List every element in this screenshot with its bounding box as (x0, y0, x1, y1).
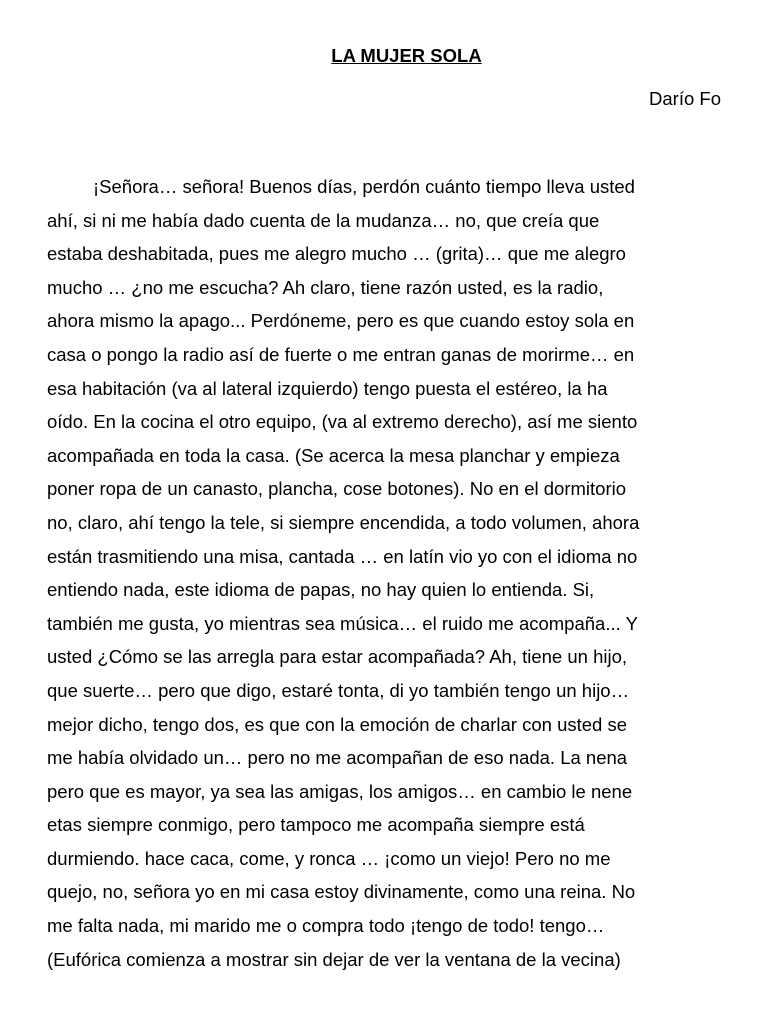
paragraph-line: no, claro, ahí tengo la tele, si siempre encendida, a todo volumen, ahora (47, 511, 640, 533)
paragraph-line: esa habitación (va al lateral izquierdo) tengo puesta el estéreo, la ha (47, 377, 608, 399)
paragraph-line: durmiendo. hace caca, come, y ronca … ¡como un viejo! Pero no me (47, 847, 611, 869)
paragraph-line: también me gusta, yo mientras sea música… el ruido me acompaña... Y (47, 612, 638, 634)
paragraph-line: etas siempre conmigo, pero tampoco me acompaña siempre está (47, 814, 585, 836)
paragraph-line: están trasmitiendo una misa, cantada … en latín vio yo con el idioma no (47, 545, 638, 567)
paragraph-line: casa o pongo la radio así de fuerte o me entran ganas de morirme… en (47, 343, 635, 365)
paragraph-line: me falta nada, mi marido me o compra todo ¡tengo de todo! tengo… (47, 915, 605, 937)
paragraph-line: (Eufórica comienza a mostrar sin dejar de ver la ventana de la vecina) (47, 948, 621, 970)
paragraph-line: que suerte… pero que digo, estaré tonta, di yo también tengo un hijo… (47, 679, 630, 701)
document-author: Darío Fo (649, 88, 721, 109)
paragraph-line: acompañada en toda la casa. (Se acerca la mesa planchar y empieza (47, 444, 620, 466)
paragraph-line: poner ropa de un canasto, plancha, cose botones). No en el dormitorio (47, 478, 627, 500)
paragraph-line: me había olvidado un… pero no me acompañan de eso nada. La nena (47, 747, 628, 769)
paragraph-line: oído. En la cocina el otro equipo, (va al extremo derecho), así me siento (47, 411, 638, 433)
paragraph-line: pero que es mayor, ya sea las amigas, los amigos… en cambio le nene (47, 780, 633, 802)
paragraph-line: ahí, si ni me había dado cuenta de la mudanza… no, que creía que (47, 209, 600, 231)
paragraph-line: mejor dicho, tengo dos, es que con la emoción de charlar con usted se (47, 713, 628, 735)
paragraph-line: ¡Señora… señora! Buenos días, perdón cuánto tiempo lleva usted (93, 176, 635, 197)
paragraph-line: quejo, no, señora yo en mi casa estoy divinamente, como una reina. No (47, 881, 636, 903)
paragraph-line: ahora mismo la apago... Perdóneme, pero es que cuando estoy sola en (47, 310, 635, 332)
paragraph-line: entiendo nada, este idioma de papas, no hay quien lo entienda. Si, (47, 579, 595, 601)
paragraph-line: mucho … ¿no me escucha? Ah claro, tiene razón usted, es la radio, (47, 276, 604, 298)
paragraph-line: estaba deshabitada, pues me alegro mucho … (grita)… que me alegro (47, 243, 626, 265)
paragraph-line: usted ¿Cómo se las arregla para estar acompañada? Ah, tiene un hijo, (47, 646, 628, 668)
body-paragraph (47, 170, 747, 976)
document-title: LA MUJER SOLA (331, 45, 482, 66)
